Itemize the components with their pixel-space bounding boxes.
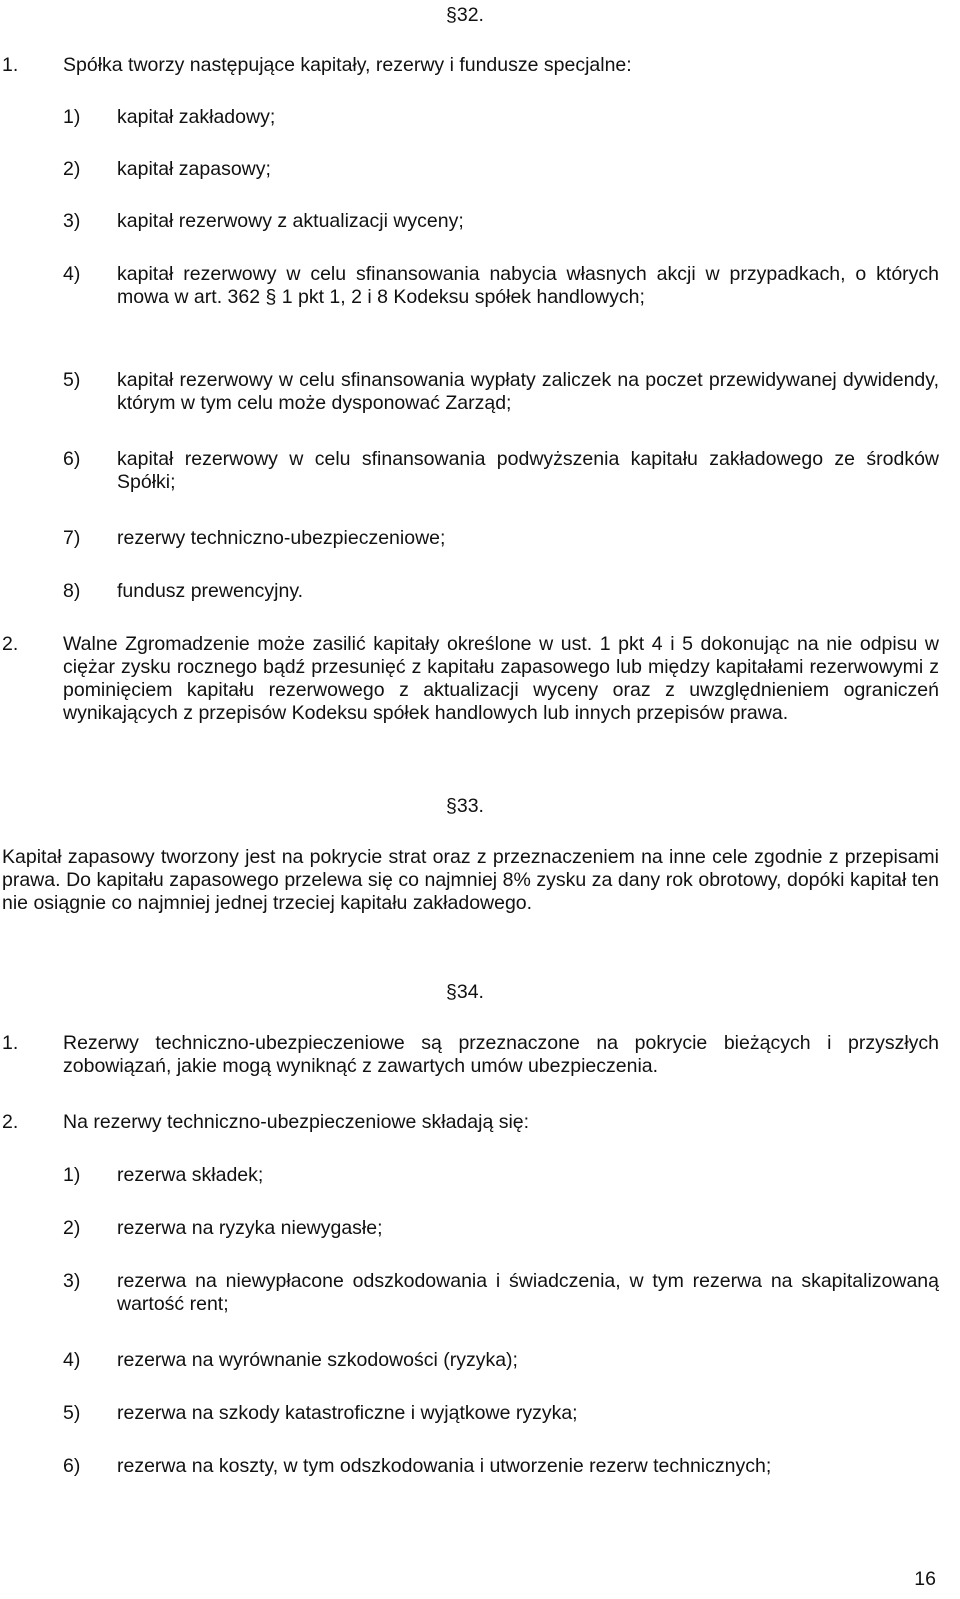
subitem-number: 6) [63, 1455, 81, 1477]
subitem-number: 3) [63, 1270, 81, 1292]
subitem-number: 1) [63, 106, 81, 128]
subitem-number: 4) [63, 1349, 81, 1371]
subitem-text: kapitał zapasowy; [117, 158, 271, 180]
subitem-text: rezerwy techniczno-ubezpieczeniowe; [117, 527, 446, 549]
item-number: 1. [2, 54, 19, 76]
item-text: Na rezerwy techniczno-ubezpieczeniowe składają się: [63, 1111, 530, 1133]
subitem-number: 2) [63, 1217, 81, 1239]
page-number: 16 [914, 1568, 936, 1590]
item-number: 2. [2, 1111, 19, 1133]
item-number: 1. [2, 1032, 19, 1054]
section-heading-33: §33. [446, 795, 484, 817]
item-number: 2. [2, 633, 19, 655]
section-heading-34: §34. [446, 981, 484, 1003]
subitem-number: 5) [63, 1402, 81, 1424]
subitem-text: rezerwa na koszty, w tym odszkodowania i utworzenie rezerw technicznych; [117, 1455, 772, 1477]
subitem-text: rezerwa na wyrównanie szkodowości (ryzyka); [117, 1349, 518, 1371]
paragraph-text: Kapitał zapasowy tworzony jest na pokrycie strat oraz z przeznaczeniem na inne cele zgodnie z przepisami prawa. Do kapitału zapasowego przelewa się co najmniej 8% zysku za dany rok obrotowy, dopóki kapitał ten nie osiągnie co najmniej jednej trzeciej kapitału zakładowego. [2, 846, 939, 914]
subitem-number: 2) [63, 158, 81, 180]
subitem-text: kapitał rezerwowy z aktualizacji wyceny; [117, 210, 464, 232]
item-text: Rezerwy techniczno-ubezpieczeniowe są przeznaczone na pokrycie bieżących i przyszłych zobowiązań, jakie mogą wyniknąć z zawartych umów ubezpieczenia. [63, 1032, 939, 1077]
subitem-text: kapitał rezerwowy w celu sfinansowania nabycia własnych akcji w przypadkach, o których mowa w art. 362 § 1 pkt 1, 2 i 8 Kodeksu spółek handlowych; [117, 263, 939, 308]
subitem-text: rezerwa składek; [117, 1164, 264, 1186]
item-text: Spółka tworzy następujące kapitały, rezerwy i fundusze specjalne: [63, 54, 632, 76]
subitem-text: rezerwa na szkody katastroficzne i wyjątkowe ryzyka; [117, 1402, 578, 1424]
subitem-number: 4) [63, 263, 81, 285]
subitem-text: kapitał zakładowy; [117, 106, 276, 128]
subitem-text: kapitał rezerwowy w celu sfinansowania podwyższenia kapitału zakładowego ze środków Spółki; [117, 448, 939, 493]
subitem-number: 5) [63, 369, 81, 391]
subitem-number: 3) [63, 210, 81, 232]
subitem-text: kapitał rezerwowy w celu sfinansowania wypłaty zaliczek na poczet przewidywanej dywidendy, którym w tym celu może dysponować Zarząd; [117, 369, 939, 414]
subitem-text: fundusz prewencyjny. [117, 580, 304, 602]
item-text: Walne Zgromadzenie może zasilić kapitały określone w ust. 1 pkt 4 i 5 dokonując na nie odpisu w ciężar zysku rocznego bądź przesunięć z kapitału zapasowego lub między kapitałami rezerwowymi z pominięciem kapitału rezerwowego z aktualizacji wyceny oraz z uwzględnieniem ograniczeń wynikających z przepisów Kodeksu spółek handlowych lub innych przepisów prawa. [63, 633, 939, 724]
subitem-text: rezerwa na ryzyka niewygasłe; [117, 1217, 383, 1239]
subitem-number: 1) [63, 1164, 81, 1186]
subitem-number: 8) [63, 580, 81, 602]
section-heading-32: §32. [446, 4, 484, 26]
subitem-number: 6) [63, 448, 81, 470]
subitem-text: rezerwa na niewypłacone odszkodowania i świadczenia, w tym rezerwa na skapitalizowaną wartość rent; [117, 1270, 939, 1315]
subitem-number: 7) [63, 527, 81, 549]
